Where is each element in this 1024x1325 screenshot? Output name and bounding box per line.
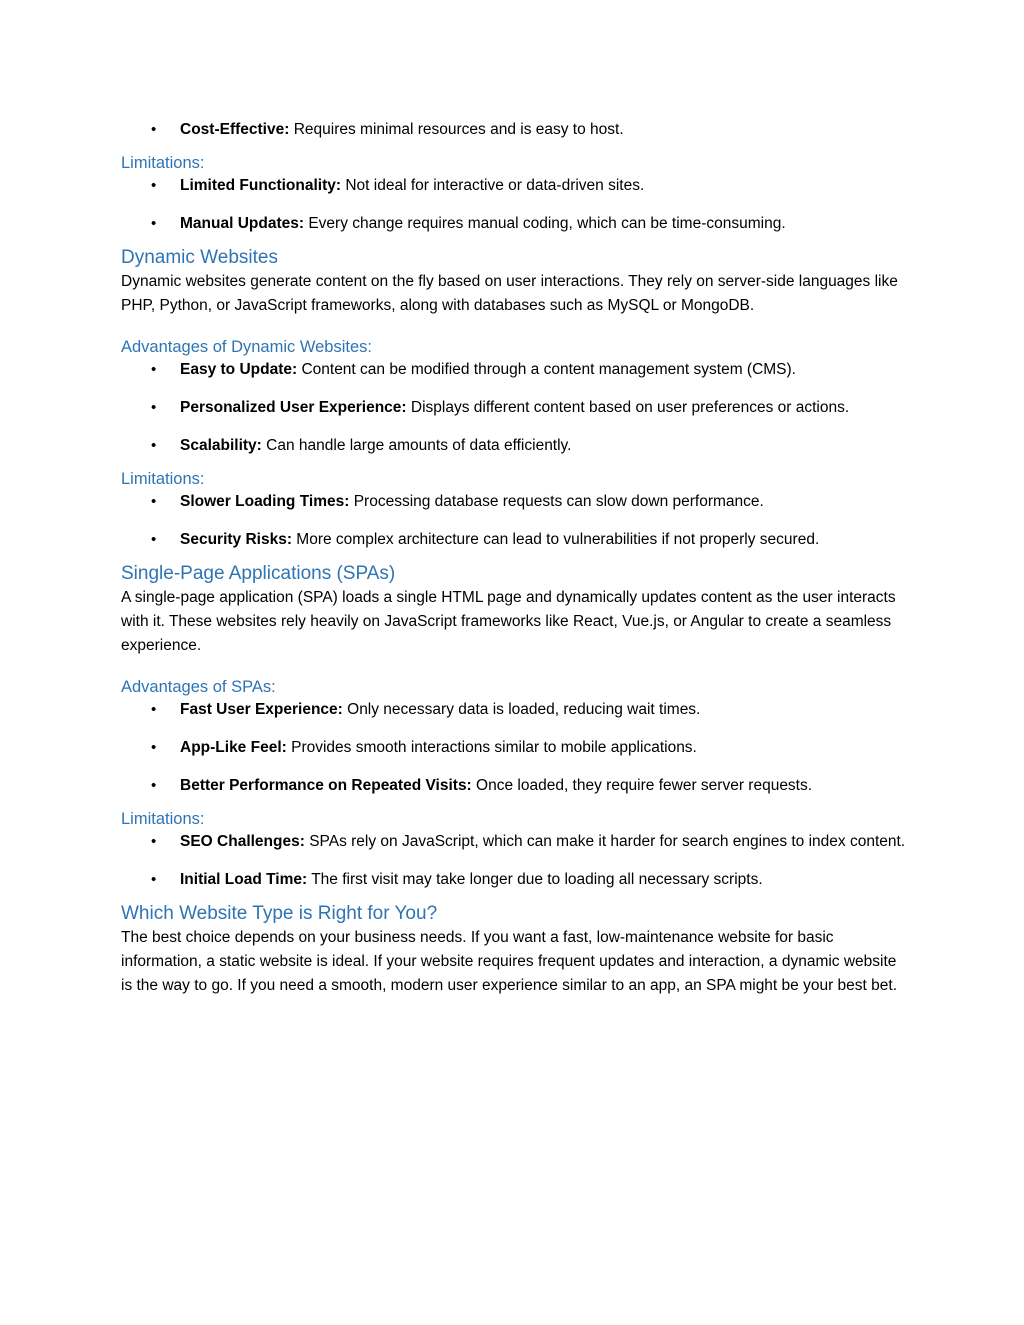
- list-item-text: The first visit may take longer due to loading all necessary scripts.: [307, 871, 763, 888]
- spa-limitations-list: [121, 830, 911, 892]
- list-item: [121, 736, 911, 760]
- list-item-text: Requires minimal resources and is easy to host.: [289, 121, 624, 138]
- bullet-icon: •: [151, 437, 157, 454]
- dynamic-limitations-heading: Limitations:: [121, 470, 205, 488]
- static-limitations-heading: Limitations:: [121, 154, 205, 172]
- conclusion-heading: Which Website Type is Right for You?: [121, 903, 438, 924]
- spa-heading: Single-Page Applications (SPAs): [121, 563, 396, 584]
- dynamic-advantages-list: [121, 358, 911, 458]
- bullet-icon: •: [151, 361, 157, 378]
- list-item-term: Personalized User Experience:: [180, 399, 407, 416]
- spa-limitations-heading: Limitations:: [121, 810, 205, 828]
- bullet-icon: •: [151, 215, 157, 232]
- list-item-text: Provides smooth interactions similar to mobile applications.: [286, 739, 697, 756]
- list-item: [121, 434, 911, 458]
- list-item-text: Only necessary data is loaded, reducing wait times.: [342, 701, 701, 718]
- spa-advantages-heading: Advantages of SPAs:: [121, 678, 276, 696]
- list-item: [121, 774, 911, 798]
- list-item-text: Not ideal for interactive or data-driven sites.: [341, 177, 645, 194]
- spa-advantages-list: [121, 698, 911, 798]
- dynamic-websites-heading: Dynamic Websites: [121, 247, 278, 268]
- conclusion-body: The best choice depends on your business needs. If you want a fast, low-maintenance website for basic information, a static website is ideal. If your website requires frequent updates and interaction, a dynamic website is the way to go. If you need a smooth, modern user experience similar to an app, an SPA might be your best bet.: [121, 929, 898, 994]
- list-item-term: Scalability:: [180, 437, 262, 454]
- list-item: [121, 868, 911, 892]
- bullet-icon: •: [151, 777, 157, 794]
- list-item-term: Slower Loading Times:: [180, 493, 350, 510]
- bullet-icon: •: [151, 531, 157, 548]
- list-item: [121, 396, 911, 420]
- static-limitations-list: [121, 174, 911, 236]
- list-item-term: Easy to Update:: [180, 361, 298, 378]
- list-item-text: More complex architecture can lead to vulnerabilities if not properly secured.: [292, 531, 820, 548]
- list-item: [121, 528, 911, 552]
- list-item-term: Security Risks:: [180, 531, 292, 548]
- bullet-icon: •: [151, 177, 157, 194]
- list-item-text: SPAs rely on JavaScript, which can make it harder for search engines to index content.: [304, 833, 906, 850]
- list-item-term: Initial Load Time:: [180, 871, 308, 888]
- bullet-icon: •: [151, 833, 157, 850]
- list-item: [121, 174, 911, 198]
- spa-body: A single-page application (SPA) loads a single HTML page and dynamically updates content as the user interacts with it. These websites rely heavily on JavaScript frameworks like React, Vue.js, or Angular to create a seamless experience.: [121, 589, 896, 654]
- list-item-text: Can handle large amounts of data efficiently.: [261, 437, 572, 454]
- list-item-term: Fast User Experience:: [180, 701, 343, 718]
- document-page: [121, 118, 911, 998]
- list-item-term: Manual Updates:: [180, 215, 305, 232]
- list-item: [121, 358, 911, 382]
- intro-bullet-list: [121, 118, 911, 142]
- list-item: [121, 212, 911, 236]
- list-item-text: Once loaded, they require fewer server requests.: [471, 777, 813, 794]
- list-item: [121, 698, 911, 722]
- list-item-term: Better Performance on Repeated Visits:: [180, 777, 472, 794]
- list-item-text: Displays different content based on user preferences or actions.: [406, 399, 850, 416]
- list-item-text: Every change requires manual coding, which can be time-consuming.: [304, 215, 786, 232]
- bullet-icon: •: [151, 871, 157, 888]
- list-item-text: Processing database requests can slow down performance.: [349, 493, 764, 510]
- list-item: [121, 490, 911, 514]
- list-item-term: Limited Functionality:: [180, 177, 342, 194]
- dynamic-websites-body: Dynamic websites generate content on the fly based on user interactions. They rely on server-side languages like PHP, Python, or JavaScript frameworks, along with databases such as MySQL or MongoDB.: [121, 273, 898, 314]
- list-item-term: Cost-Effective:: [180, 121, 290, 138]
- list-item: [121, 830, 911, 854]
- bullet-icon: •: [151, 399, 157, 416]
- dynamic-limitations-list: [121, 490, 911, 552]
- bullet-icon: •: [151, 701, 157, 718]
- list-item-text: Content can be modified through a content management system (CMS).: [297, 361, 796, 378]
- dynamic-advantages-heading: Advantages of Dynamic Websites:: [121, 338, 372, 356]
- list-item: [121, 118, 911, 142]
- bullet-icon: •: [151, 121, 157, 138]
- bullet-icon: •: [151, 493, 157, 510]
- bullet-icon: •: [151, 739, 157, 756]
- list-item-term: SEO Challenges:: [180, 833, 305, 850]
- list-item-term: App-Like Feel:: [180, 739, 287, 756]
